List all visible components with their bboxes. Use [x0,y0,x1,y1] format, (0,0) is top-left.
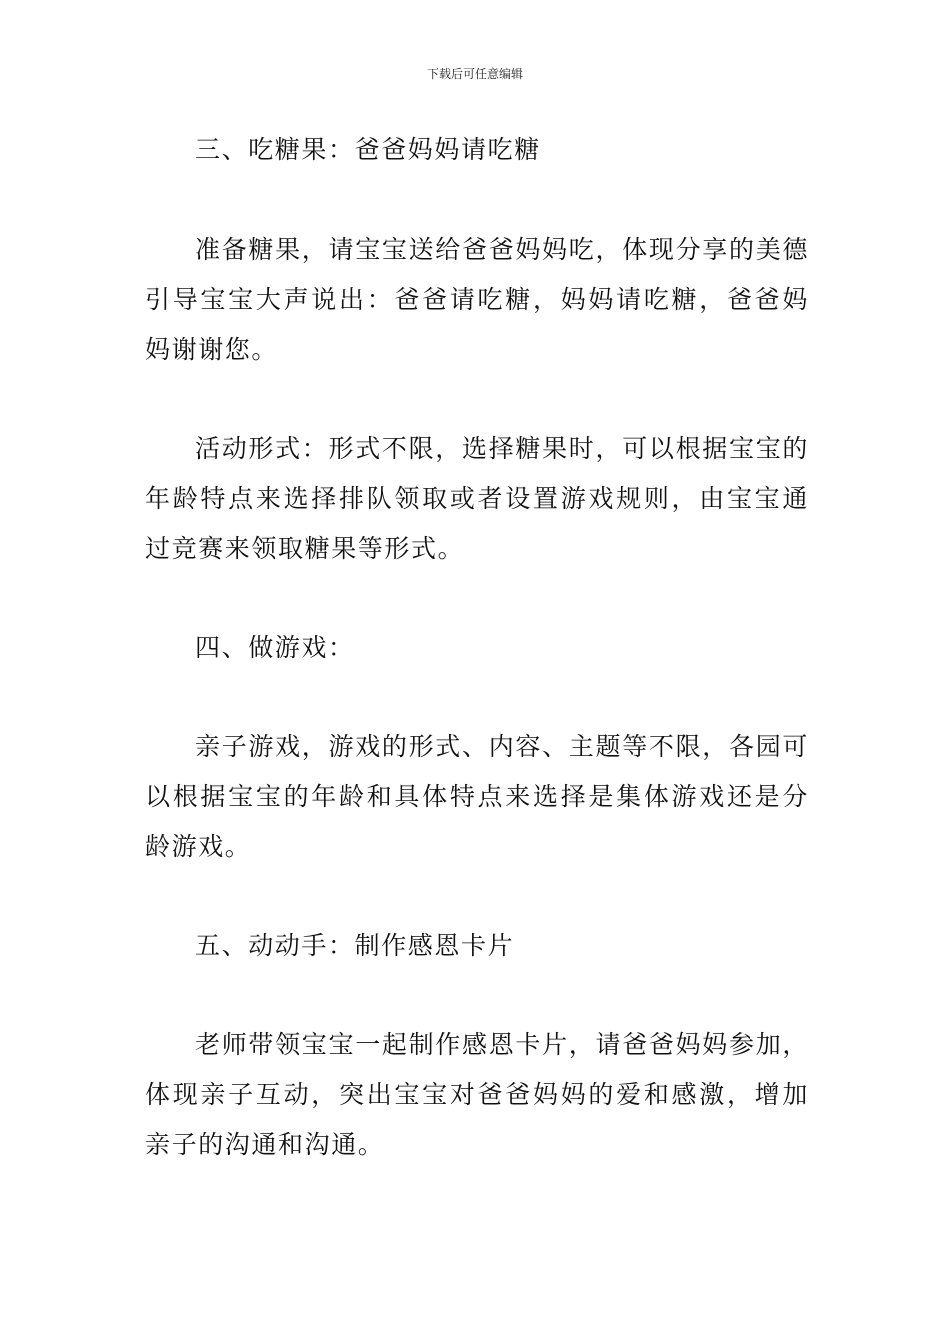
header-note: 下载后可任意编辑 [426,67,523,81]
section-3-paragraph-1: 准备糖果，请宝宝送给爸爸妈妈吃，体现分享的美德引导宝宝大声说出：爸爸请吃糖，妈妈请吃糖，爸爸妈妈谢谢您。 [145,235,809,364]
section-3-paragraph-2: 活动形式：形式不限，选择糖果时，可以根据宝宝的年龄特点来选择排队领取或者设置游戏规则，由宝宝通过竞赛来领取糖果等形式。 [145,434,809,563]
section-3-heading: 三、吃糖果：爸爸妈妈请吃糖 [195,135,541,164]
section-5-paragraph-1: 老师带领宝宝一起制作感恩卡片，请爸爸妈妈参加，体现亲子互动，突出宝宝对爸爸妈妈的爱和感激，增加亲子的沟通和沟通。 [145,1030,809,1159]
section-5-heading: 五、动动手：制作感恩卡片 [195,931,515,960]
section-4-heading: 四、做游戏： [195,633,355,662]
section-4-paragraph-1: 亲子游戏，游戏的形式、内容、主题等不限，各园可以根据宝宝的年龄和具体特点来选择是集体游戏还是分龄游戏。 [145,732,809,861]
